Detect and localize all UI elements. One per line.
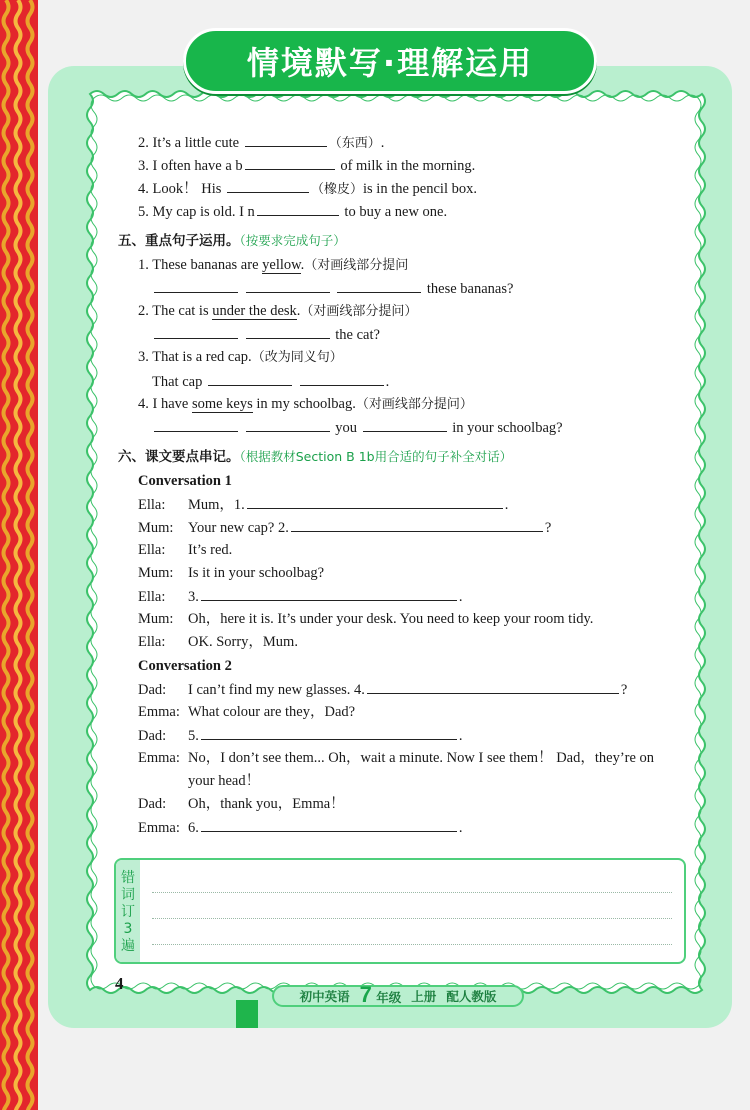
answer-line: That cap . xyxy=(152,374,390,390)
dialogue-line xyxy=(138,633,298,651)
punctuation: . xyxy=(458,820,463,836)
conversation-2-title: Conversation 2 xyxy=(138,658,232,674)
dialogue-text: OK. Sorry，Mum. xyxy=(188,634,298,650)
writing-line[interactable] xyxy=(152,918,672,919)
exercise-line: 3. That is a red cap.（改为同义句） xyxy=(138,349,343,365)
writing-line[interactable] xyxy=(152,892,672,893)
dialogue-line xyxy=(138,518,551,537)
answer-line: you in your schoolbag? xyxy=(152,418,563,437)
page-number: 4 xyxy=(115,974,124,993)
answer-blank[interactable] xyxy=(247,495,503,509)
dialogue-text: Oh，thank you，Emma！ xyxy=(188,796,345,812)
exercise-line: 2. It’s a little cute （东西）. xyxy=(138,135,385,151)
section-banner xyxy=(183,28,597,94)
footer-book-info: 初中英语 7 年级 上册 配人教版 xyxy=(272,985,524,1007)
answer-blank[interactable] xyxy=(201,818,457,832)
speaker-label: Emma: xyxy=(138,704,180,720)
answer-blank[interactable] xyxy=(201,726,457,740)
dialogue-text: No，I don’t see them... Oh，wait a minute. Now I see them！ Dad，they’re on xyxy=(188,750,655,766)
notes-label: 错词订3遍 xyxy=(116,860,140,962)
answer-blank[interactable] xyxy=(367,680,619,694)
speaker-label: Mum: xyxy=(138,520,174,536)
punctuation: ? xyxy=(544,520,552,536)
dialogue-line xyxy=(138,818,463,837)
dialogue-line xyxy=(138,795,345,813)
dialogue-line xyxy=(138,587,463,606)
dialogue-text: Is it in your schoolbag? xyxy=(188,565,325,581)
dialogue-text: It’s red. xyxy=(188,542,233,558)
exercise-line: 2. The cat is under the desk.（对画线部分提问） xyxy=(138,303,418,319)
dialogue-line xyxy=(138,541,232,559)
dialogue-line xyxy=(138,680,627,699)
speaker-label: Dad: xyxy=(138,796,167,812)
answer-blank[interactable] xyxy=(201,587,457,601)
exercise-line: 4. Look！ His （橡皮）is in the pencil box. xyxy=(138,181,477,197)
dialogue-text: Your new cap? 2. xyxy=(188,520,289,536)
punctuation: . xyxy=(458,728,463,744)
conversation-1-title: Conversation 1 xyxy=(138,473,232,489)
punctuation: ? xyxy=(620,682,628,698)
answer-blank[interactable] xyxy=(257,202,339,216)
dialogue-line xyxy=(138,772,260,790)
answer-blank[interactable] xyxy=(291,518,543,532)
banner-title: 情境默写·理解运用 xyxy=(246,44,534,82)
dialogue-text: 5. xyxy=(188,728,199,744)
speaker-label: Ella: xyxy=(138,542,166,558)
dialogue-text: I can’t find my new glasses. 4. xyxy=(188,682,365,698)
dialogue-text: your head！ xyxy=(188,773,261,789)
answer-blank[interactable] xyxy=(245,156,335,170)
speaker-label: Emma: xyxy=(138,820,180,836)
speaker-label: Mum: xyxy=(138,565,174,581)
answer-line: these bananas? xyxy=(152,279,513,298)
speaker-label: Dad: xyxy=(138,728,167,744)
dialogue-text: Mum，1. xyxy=(188,497,245,513)
answer-blank[interactable] xyxy=(245,133,327,147)
answer-line: the cat? xyxy=(152,325,380,344)
section-5-heading: 五、重点句子运用。（按要求完成句子） xyxy=(118,233,346,249)
dialogue-text: Oh，here it is. It’s under your desk. You need to keep your room tidy. xyxy=(188,611,594,627)
bottom-tab-marker xyxy=(236,1000,258,1028)
dialogue-text: 6. xyxy=(188,820,199,836)
punctuation: . xyxy=(458,589,463,605)
decorative-ribbon-strip xyxy=(0,0,38,1110)
answer-blank[interactable] xyxy=(227,179,309,193)
speaker-label: Emma: xyxy=(138,750,180,766)
dialogue-line xyxy=(138,564,324,582)
punctuation: . xyxy=(504,497,509,513)
speaker-label: Ella: xyxy=(138,589,166,605)
dialogue-line xyxy=(138,726,463,745)
section-6-heading: 六、课文要点串记。（根据教材Section B 1b用合适的句子补全对话） xyxy=(118,449,513,465)
correction-notes-box xyxy=(114,858,686,964)
exercise-line: 3. I often have a b of milk in the morning. xyxy=(138,158,476,174)
dialogue-line xyxy=(138,495,508,514)
writing-line[interactable] xyxy=(152,944,672,945)
speaker-label: Ella: xyxy=(138,634,166,650)
dialogue-text: What colour are they，Dad? xyxy=(188,704,356,720)
dialogue-text: 3. xyxy=(188,589,199,605)
dialogue-line xyxy=(138,610,593,628)
exercise-line: 4. I have some keys in my schoolbag.（对画线部分提问） xyxy=(138,396,473,412)
speaker-label: Dad: xyxy=(138,682,167,698)
exercise-line: 5. My cap is old. I n to buy a new one. xyxy=(138,204,448,220)
exercise-line: 1. These bananas are yellow.（对画线部分提问 xyxy=(138,257,409,273)
speaker-label: Ella: xyxy=(138,497,166,513)
dialogue-line xyxy=(138,749,654,767)
dialogue-line xyxy=(138,703,355,721)
speaker-label: Mum: xyxy=(138,611,174,627)
